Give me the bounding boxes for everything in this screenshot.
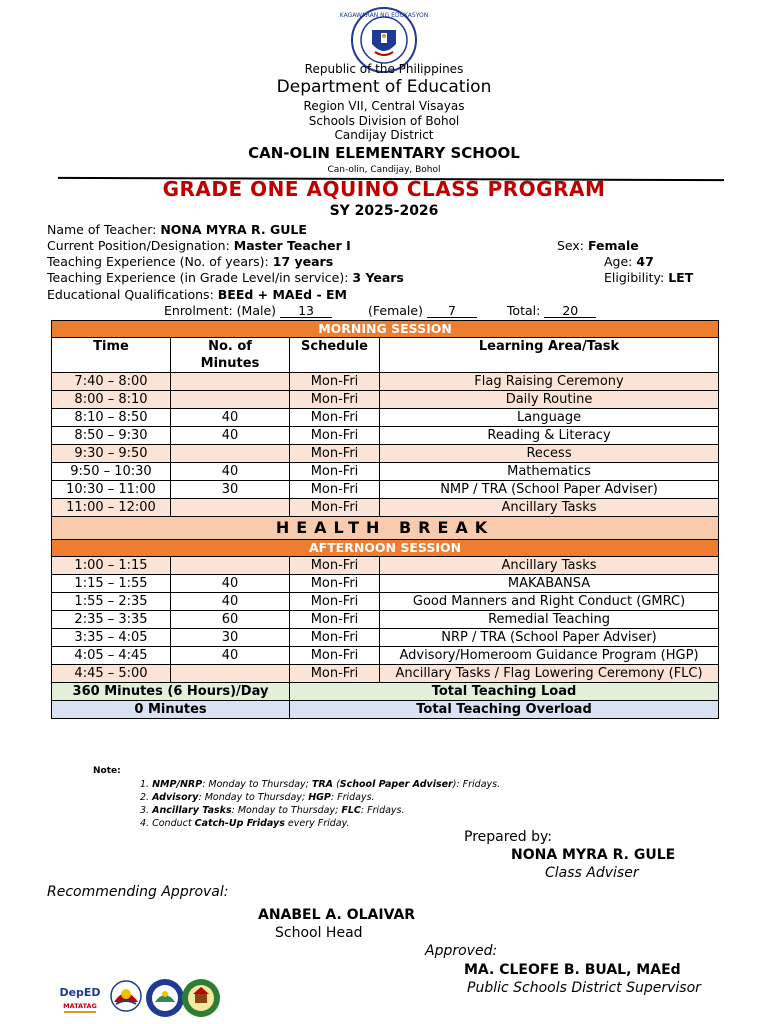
prepared-by-title: Class Adviser [545,865,639,881]
cell-time: 4:45 – 5:00 [52,665,171,683]
table-row [52,427,719,445]
table-header-row [52,338,719,373]
cell-minutes [171,665,290,683]
experience-value: 17 years [272,254,334,269]
cell-task: Good Manners and Right Conduct (GMRC) [380,593,719,611]
enrolment-total-value: 20 [544,304,596,318]
cell-schedule: Mon-Fri [290,373,380,391]
enrolment-row [164,303,596,318]
cell-minutes: 40 [171,575,290,593]
cell-task: MAKABANSA [380,575,719,593]
table-row [52,373,719,391]
seal-text: KAGAWARAN NG EDUKASYON [339,12,429,19]
cell-time: 4:05 – 4:45 [52,647,171,665]
cell-task: Ancillary Tasks / Flag Lowering Ceremony (FLC) [380,665,719,683]
header-schedule: Schedule [290,338,380,373]
age-row [604,254,654,269]
recommending-title: School Head [275,925,363,941]
deped-matatag-logo-icon [58,976,102,1020]
cell-task: NMP / TRA (School Paper Adviser) [380,481,719,499]
approved-label: Approved: [425,943,498,959]
afternoon-session-row [52,540,719,557]
cell-task: Daily Routine [380,391,719,409]
cell-task: Remedial Teaching [380,611,719,629]
table-row [52,575,719,593]
health-break-label: HEALTH BREAK [52,517,719,540]
prepared-by-name: NONA MYRA R. GULE [511,847,676,863]
cell-time: 8:50 – 9:30 [52,427,171,445]
note-label: Note: [93,766,121,776]
recommending-name: ANABEL A. OLAIVAR [258,907,416,923]
cell-minutes: 60 [171,611,290,629]
cell-schedule: Mon-Fri [290,391,380,409]
table-row [52,647,719,665]
teaching-overload-label: Total Teaching Overload [290,701,719,719]
enrolment-female-value: 7 [427,304,477,318]
cell-task: Ancillary Tasks [380,499,719,517]
age-label: Age: [604,254,633,269]
class-program-table [51,320,719,719]
table-row [52,409,719,427]
position-value: Master Teacher I [233,238,351,253]
region-label: Region VII, Central Visayas [303,99,465,113]
cell-schedule: Mon-Fri [290,665,380,683]
cell-minutes [171,373,290,391]
cell-task: Mathematics [380,463,719,481]
sex-value: Female [588,238,639,253]
division-label: Schools Division of Bohol [308,114,460,128]
cell-task: Ancillary Tasks [380,557,719,575]
note-1: 1. NMP/NRP: Monday to Thursday; TRA (School Paper Adviser): Fridays. [140,779,501,790]
enrolment-female-label: (Female) [368,303,423,318]
cell-minutes: 30 [171,481,290,499]
school-name: CAN-OLIN ELEMENTARY SCHOOL [248,144,520,162]
cell-time: 8:10 – 8:50 [52,409,171,427]
cell-task: Flag Raising Ceremony [380,373,719,391]
morning-session-row [52,321,719,338]
cell-schedule: Mon-Fri [290,575,380,593]
cell-time: 9:50 – 10:30 [52,463,171,481]
cell-schedule: Mon-Fri [290,593,380,611]
afternoon-session-label: AFTERNOON SESSION [52,540,719,557]
district-label: Candijay District [334,128,434,142]
cell-schedule: Mon-Fri [290,463,380,481]
qualification-value: BEEd + MAEd - EM [217,287,347,302]
cell-time: 11:00 – 12:00 [52,499,171,517]
experience-row [47,254,333,269]
enrolment-male-label: Enrolment: (Male) [164,303,277,318]
table-row [52,593,719,611]
republic-label: Republic of the Philippines [304,62,464,76]
cell-schedule: Mon-Fri [290,409,380,427]
cell-minutes: 40 [171,593,290,611]
teaching-load-label: Total Teaching Load [290,683,719,701]
experience-grade-label: Teaching Experience (in Grade Level/in service): [47,270,349,285]
approved-name: MA. CLEOFE B. BUAL, MAEd [464,962,681,978]
prepared-by-label: Prepared by: [464,829,552,845]
cell-task: Language [380,409,719,427]
cell-minutes: 40 [171,427,290,445]
cell-minutes [171,445,290,463]
cell-time: 1:55 – 2:35 [52,593,171,611]
recommending-approval-label: Recommending Approval: [47,884,229,900]
cell-schedule: Mon-Fri [290,427,380,445]
table-row [52,463,719,481]
table-row [52,629,719,647]
position-label: Current Position/Designation: [47,238,230,253]
note-3: 3. Ancillary Tasks: Monday to Thursday; FLC: Fridays. [140,805,405,816]
morning-session-label: MORNING SESSION [52,321,719,338]
cell-schedule: Mon-Fri [290,611,380,629]
cell-time: 2:35 – 3:35 [52,611,171,629]
cell-schedule: Mon-Fri [290,629,380,647]
bagong-pilipinas-logo-icon [104,976,148,1020]
cell-minutes [171,391,290,409]
note-2: 2. Advisory: Monday to Thursday; HGP: Fridays. [140,792,375,803]
table-row [52,481,719,499]
teaching-load-minutes: 360 Minutes (6 Hours)/Day [52,683,290,701]
cell-task: Reading & Literacy [380,427,719,445]
cell-minutes [171,557,290,575]
teacher-name-label: Name of Teacher: [47,222,157,237]
note-4: 4. Conduct Catch-Up Fridays every Friday. [140,818,350,829]
svg-text:MATATAG: MATATAG [63,1002,97,1010]
cell-minutes: 40 [171,409,290,427]
cell-time: 1:00 – 1:15 [52,557,171,575]
cell-time: 8:00 – 8:10 [52,391,171,409]
table-row [52,499,719,517]
eligibility-row [604,270,693,285]
qualification-label: Educational Qualifications: [47,287,214,302]
department-label: Department of Education [276,77,492,97]
school-seal-icon [179,976,223,1020]
school-address: Can-olin, Candijay, Bohol [327,165,441,175]
enrolment-total-label: Total: [506,303,541,318]
svg-text:DepED: DepED [59,986,101,999]
cell-task: NRP / TRA (School Paper Adviser) [380,629,719,647]
cell-time: 9:30 – 9:50 [52,445,171,463]
table-row [52,391,719,409]
qualification-row [47,287,347,302]
cell-minutes: 40 [171,463,290,481]
table-row [52,611,719,629]
experience-label: Teaching Experience (No. of years): [47,254,269,269]
cell-schedule: Mon-Fri [290,481,380,499]
cell-schedule: Mon-Fri [290,445,380,463]
cell-time: 3:35 – 4:05 [52,629,171,647]
eligibility-label: Eligibility: [604,270,665,285]
header-minutes: No. of Minutes [171,338,290,373]
health-break-row [52,517,719,540]
teaching-overload-minutes: 0 Minutes [52,701,290,719]
teacher-name-row [47,222,307,237]
experience-grade-value: 3 Years [352,270,404,285]
teacher-name: NONA MYRA R. GULE [160,222,307,237]
table-row [52,557,719,575]
sex-label: Sex: [557,238,585,253]
table-row [52,665,719,683]
header-time: Time [52,338,171,373]
cell-time: 1:15 – 1:55 [52,575,171,593]
cell-task: Advisory/Homeroom Guidance Program (HGP) [380,647,719,665]
experience-grade-row [47,270,404,285]
sex-row [557,238,639,253]
cell-schedule: Mon-Fri [290,499,380,517]
eligibility-value: LET [668,270,694,285]
cell-minutes: 30 [171,629,290,647]
table-row [52,445,719,463]
cell-minutes: 40 [171,647,290,665]
school-year: SY 2025-2026 [329,203,439,219]
enrolment-male-value: 13 [280,304,332,318]
cell-time: 7:40 – 8:00 [52,373,171,391]
position-row [47,238,351,253]
cell-task: Recess [380,445,719,463]
age-value: 47 [636,254,654,269]
page-title: GRADE ONE AQUINO CLASS PROGRAM [162,177,606,201]
cell-schedule: Mon-Fri [290,647,380,665]
teaching-overload-row [52,701,719,719]
teaching-load-row [52,683,719,701]
header-task: Learning Area/Task [380,338,719,373]
approved-title: Public Schools District Supervisor [467,980,701,996]
cell-schedule: Mon-Fri [290,557,380,575]
cell-time: 10:30 – 11:00 [52,481,171,499]
cell-minutes [171,499,290,517]
